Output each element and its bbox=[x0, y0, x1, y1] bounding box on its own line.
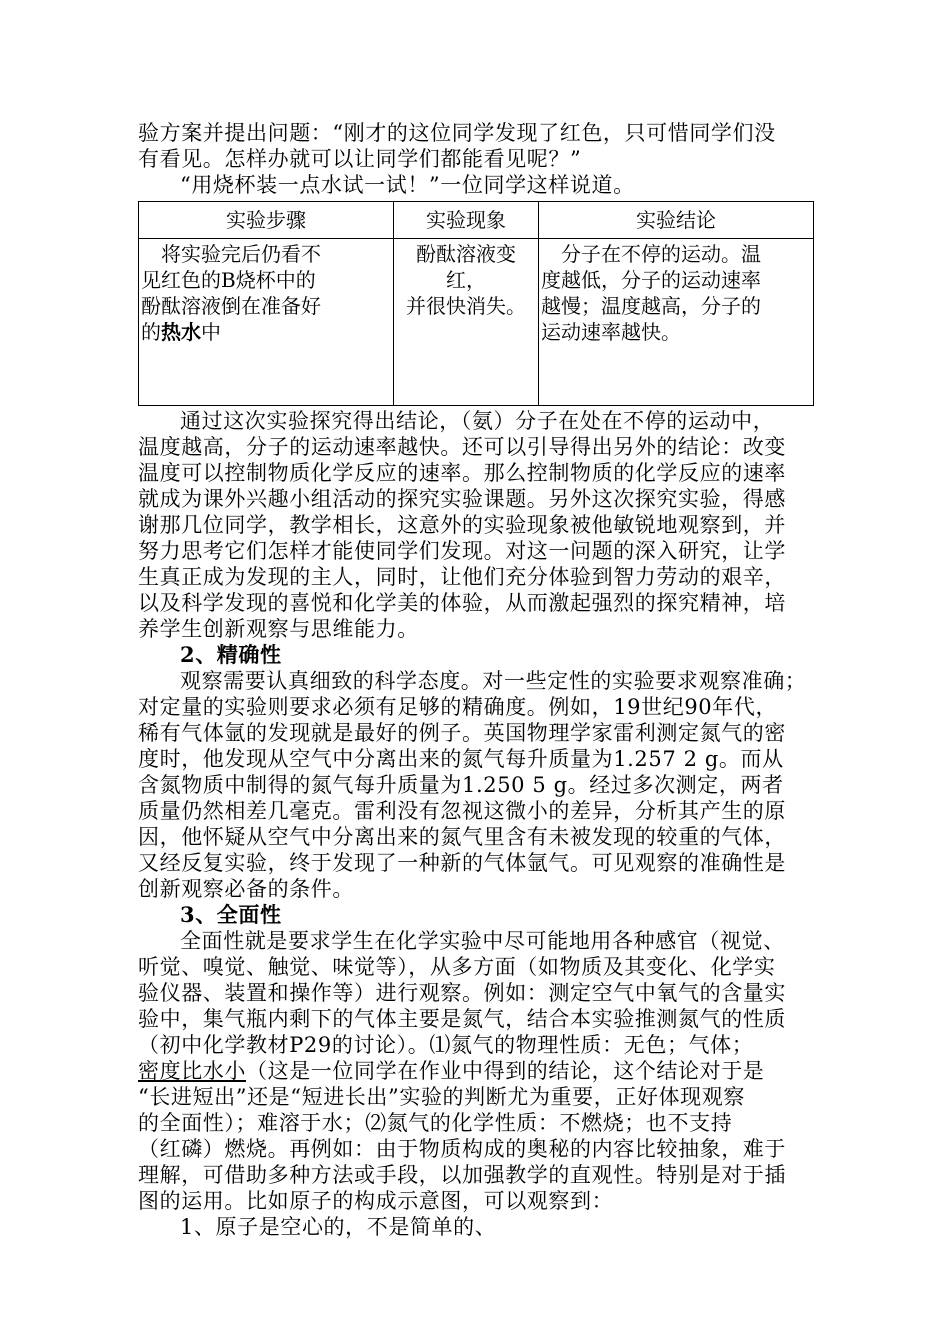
para3-line: （红磷）燃烧。再例如：由于物质构成的奥秘的内容比较抽象，难于 bbox=[138, 1137, 786, 1161]
para2-line: 度时，他发现从空气中分离出来的氮气每升质量为1.257 2 g。而从 bbox=[138, 747, 784, 771]
intro-line-2: 有看见。怎样办就可以让同学们都能看见呢？” bbox=[138, 147, 582, 171]
phenomenon-line-3: 并很快消失。 bbox=[406, 294, 526, 318]
paragraph-1 bbox=[138, 408, 814, 642]
step-line-4 bbox=[141, 319, 391, 345]
paragraph-2 bbox=[138, 668, 814, 902]
underlined-phrase: 密度比水小 bbox=[138, 1059, 246, 1083]
para1-line: 生真正成为发现的主人，同时，让他们充分体验到智力劳动的艰辛， bbox=[138, 565, 786, 589]
para3-line: 听觉、嗅觉、触觉、味觉等），从多方面（如物质及其变化、化学实 bbox=[138, 955, 776, 979]
intro bbox=[138, 120, 814, 198]
section-heading-accuracy: 2、精确性 bbox=[180, 642, 282, 667]
para1-line: 通过这次实验探究得出结论，（氨）分子在处在不停的运动中， bbox=[180, 409, 775, 433]
conclusion-line-3: 越慢；温度越高，分子的 bbox=[541, 294, 761, 318]
step-tail: 中 bbox=[201, 320, 221, 344]
header-phenomenon: 实验现象 bbox=[394, 202, 539, 239]
para2-line: 对定量的实验则要求必须有足够的精确度。例如，19世纪90年代， bbox=[138, 695, 778, 719]
paragraph-3 bbox=[138, 928, 814, 1214]
para3-line: （初中化学教材P29的讨论）。⑴氮气的物理性质：无色；气体； bbox=[138, 1033, 754, 1057]
experiment-table bbox=[138, 201, 814, 406]
last-line: 1、原子是空心的，不是简单的、 bbox=[180, 1215, 497, 1239]
para3-line: 理解，可借助多种方法或手段，以加强教学的直观性。特别是对于插 bbox=[138, 1163, 786, 1187]
step-line-2: 见红色的B烧杯中的 bbox=[141, 268, 316, 292]
section-heading-comprehensive: 3、全面性 bbox=[180, 902, 282, 927]
cell-phenomenon bbox=[394, 239, 539, 406]
intro-quote: “用烧杯装一点水试一试！”一位同学这样说道。 bbox=[180, 173, 635, 197]
para3-line: 验中，集气瓶内剩下的气体主要是氮气，结合本实验推测氮气的性质 bbox=[138, 1007, 786, 1031]
step-line-3: 酚酞溶液倒在准备好 bbox=[141, 294, 321, 318]
phenomenon-line-2: 红， bbox=[446, 268, 486, 292]
para3-line: 全面性就是要求学生在化学实验中尽可能地用各种感官（视觉、 bbox=[180, 929, 785, 953]
phenomenon-line-1: 酚酞溶液变 bbox=[416, 242, 516, 266]
step-line-4-text: 的 bbox=[141, 320, 161, 344]
step-line-1: 将实验完后仍看不 bbox=[161, 242, 321, 266]
cell-step bbox=[139, 239, 394, 406]
para1-line: 温度越高，分子的运动速率越快。还可以引导得出另外的结论：改变 bbox=[138, 435, 786, 459]
conclusion-line-1: 分子在不停的运动。温 bbox=[561, 242, 761, 266]
para2-line: 含氮物质中制得的氮气每升质量为1.250 5 g。经过多次测定，两者 bbox=[138, 773, 784, 797]
para1-line: 努力思考它们怎样才能使同学们发现。对这一问题的深入研究，让学 bbox=[138, 539, 786, 563]
para3-line-underlined bbox=[138, 1058, 814, 1084]
para2-line: 又经反复实验，终于发现了一种新的气体氩气。可见观察的准确性是 bbox=[138, 851, 786, 875]
cell-conclusion bbox=[539, 239, 814, 406]
para1-line: 以及科学发现的喜悦和化学美的体验，从而激起强烈的探究精神，培 bbox=[138, 591, 786, 615]
header-step: 实验步骤 bbox=[139, 202, 394, 239]
para3-line: “长进短出”还是“短进长出”实验的判断尤为重要，正好体现观察 bbox=[138, 1085, 745, 1109]
para3-line: 图的运用。比如原子的构成示意图，可以观察到： bbox=[138, 1189, 614, 1213]
para2-line: 质量仍然相差几毫克。雷利没有忽视这微小的差异，分析其产生的原 bbox=[138, 799, 786, 823]
underlined-tail: （这是一位同学在作业中得到的结论，这个结论对于是 bbox=[246, 1059, 765, 1083]
para2-line: 因，他怀疑从空气中分离出来的氮气里含有未被发现的较重的气体， bbox=[138, 825, 786, 849]
para2-line: 创新观察必备的条件。 bbox=[138, 877, 354, 901]
para3-line: 验仪器、装置和操作等）进行观察。例如：测定空气中氧气的含量实 bbox=[138, 981, 786, 1005]
para1-line: 就成为课外兴趣小组活动的探究实验课题。另外这次探究实验，得感 bbox=[138, 487, 786, 511]
header-conclusion: 实验结论 bbox=[539, 202, 814, 239]
para2-line: 观察需要认真细致的科学态度。对一些定性的实验要求观察准确； bbox=[180, 669, 807, 693]
step-bold-hot-water: 热水 bbox=[161, 320, 201, 344]
table-header-row bbox=[139, 202, 814, 239]
para1-line: 谢那几位同学，教学相长，这意外的实验现象被他敏锐地观察到，并 bbox=[138, 513, 786, 537]
para1-line: 养学生创新观察与思维能力。 bbox=[138, 617, 419, 641]
conclusion-line-4: 运动速率越快。 bbox=[541, 320, 681, 344]
para2-line: 稀有气体氩的发现就是最好的例子。英国物理学家雷利测定氮气的密 bbox=[138, 721, 786, 745]
table-row bbox=[139, 239, 814, 406]
intro-line-1: 验方案并提出问题：“刚才的这位同学发现了红色，只可惜同学们没 bbox=[138, 121, 776, 145]
para3-line: 的全面性）；难溶于水；⑵氮气的化学性质：不燃烧；也不支持 bbox=[138, 1111, 733, 1135]
para1-line: 温度可以控制物质化学反应的速率。那么控制物质的化学反应的速率 bbox=[138, 461, 786, 485]
document-page bbox=[138, 120, 814, 1240]
conclusion-line-2: 度越低，分子的运动速率 bbox=[541, 268, 761, 292]
